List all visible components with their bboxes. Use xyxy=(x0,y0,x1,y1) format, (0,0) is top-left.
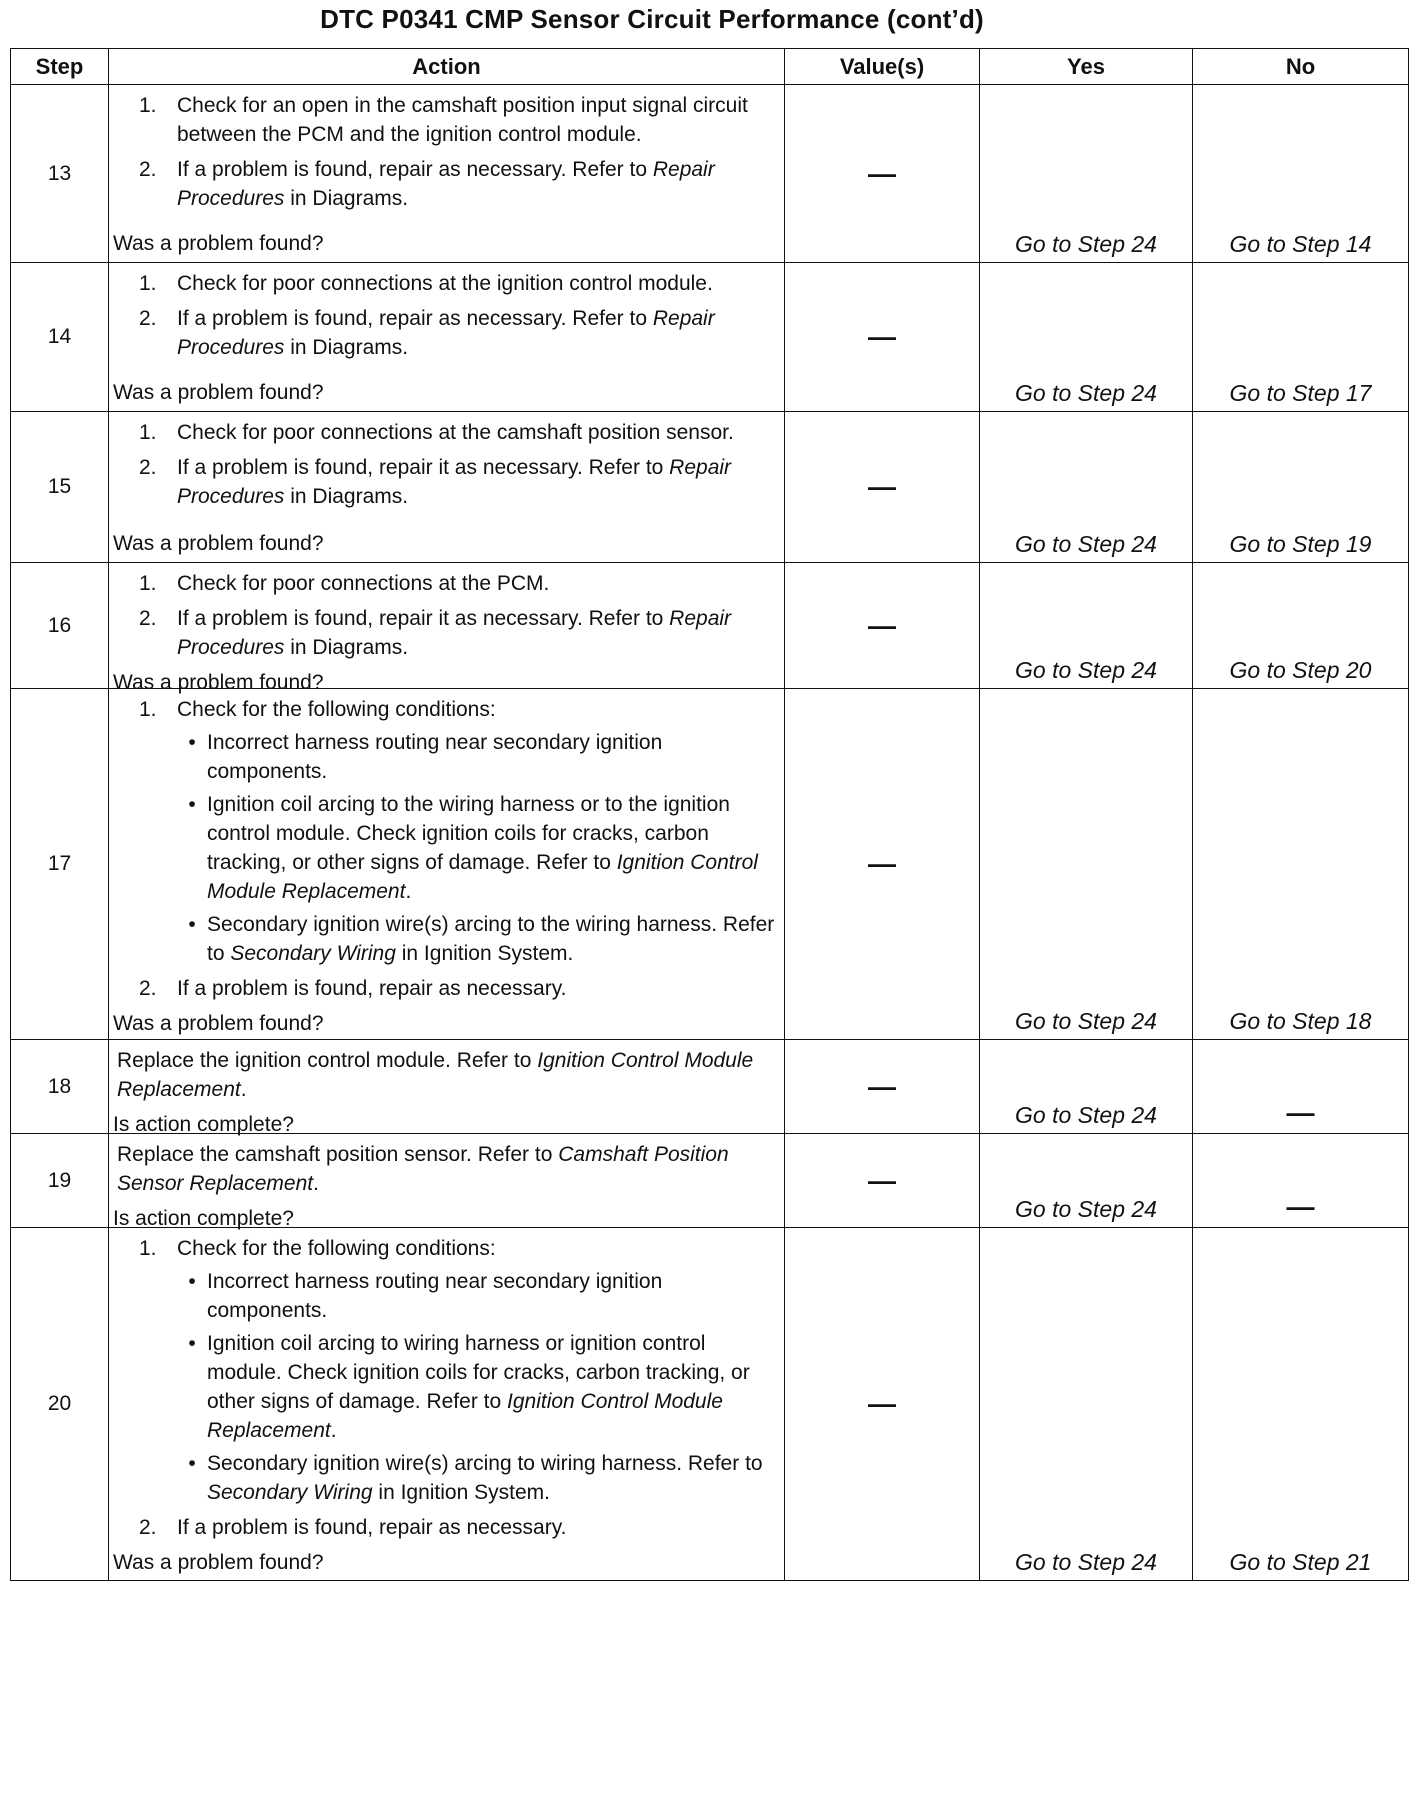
action-cell xyxy=(109,85,785,263)
table-row xyxy=(11,1228,1409,1581)
yes-cell: Go to Step 24 xyxy=(980,1134,1193,1228)
header-action: Action xyxy=(109,49,785,85)
yes-cell: Go to Step 24 xyxy=(980,263,1193,412)
text: If a problem is found, repair as necessary. xyxy=(177,1516,567,1539)
item-text xyxy=(177,155,778,213)
reference-link-text: Repair Procedures xyxy=(177,307,715,359)
value-cell: — xyxy=(785,689,980,1040)
table-row xyxy=(11,412,1409,563)
numbered-item xyxy=(109,1234,784,1263)
item-text xyxy=(177,1513,778,1542)
item-text xyxy=(177,1234,778,1263)
item-text xyxy=(177,418,778,447)
table-row xyxy=(11,563,1409,689)
item-number: 1. xyxy=(139,698,157,721)
item-number: 1. xyxy=(139,572,157,595)
item-text xyxy=(177,604,778,662)
numbered-item xyxy=(109,418,784,447)
item-number: 1. xyxy=(139,421,157,444)
action-content xyxy=(109,412,784,562)
action-cell xyxy=(109,563,785,694)
action-body xyxy=(109,1134,784,1198)
bullet-text xyxy=(207,1267,778,1325)
question: Was a problem found? xyxy=(113,532,324,555)
reference-link-text: Ignition Control Module Replacement xyxy=(207,851,758,903)
question: Was a problem found? xyxy=(113,1551,324,1574)
action-cell xyxy=(109,263,785,412)
text: If a problem is found, repair it as necessary. Refer to xyxy=(177,607,670,630)
reference-link-text: Secondary Wiring xyxy=(207,1481,373,1504)
value-cell: — xyxy=(785,85,980,263)
question: Was a problem found? xyxy=(113,671,324,694)
text: . xyxy=(405,880,412,903)
text: Secondary ignition wire(s) arcing to wiring harness. Refer to xyxy=(207,1452,763,1475)
bullet-item xyxy=(177,1449,778,1507)
item-number: 2. xyxy=(139,1516,157,1539)
text: If a problem is found, repair as necessary. Refer to xyxy=(177,307,653,330)
text: Incorrect harness routing near secondary ignition components. xyxy=(207,1270,663,1322)
table-row xyxy=(11,689,1409,1040)
action-text xyxy=(109,1134,784,1198)
yes-cell: Go to Step 24 xyxy=(980,1228,1193,1581)
header-no: No xyxy=(1193,49,1409,85)
step-number: 15 xyxy=(11,412,109,563)
item-text xyxy=(177,91,778,149)
item-number: 2. xyxy=(139,158,157,181)
step-number: 16 xyxy=(11,563,109,689)
item-number: 1. xyxy=(139,272,157,295)
value-cell: — xyxy=(785,1228,980,1581)
action-body xyxy=(109,563,784,662)
bullet-glyph: • xyxy=(188,793,196,816)
text: If a problem is found, repair as necessary. Refer to xyxy=(177,158,653,181)
table-header-row xyxy=(11,49,1409,85)
text: Check for the following conditions: xyxy=(177,1237,496,1260)
text: in Diagrams. xyxy=(284,187,409,210)
no-cell: Go to Step 17 xyxy=(1193,263,1409,412)
numbered-item xyxy=(109,453,784,511)
bullet-text xyxy=(207,790,778,906)
reference-link-text: Repair Procedures xyxy=(177,607,732,659)
no-cell: — xyxy=(1193,1040,1409,1134)
text: Secondary ignition wire(s) arcing to the wiring harness. Refer to xyxy=(207,913,775,965)
reference-link-text: Repair Procedures xyxy=(177,456,732,508)
item-text xyxy=(177,974,778,1003)
question: Is action complete? xyxy=(113,1207,294,1230)
bullet-text xyxy=(207,1449,778,1507)
table-row xyxy=(11,1134,1409,1228)
text: Replace the ignition control module. Refer to xyxy=(117,1049,538,1072)
text: in Diagrams. xyxy=(284,485,409,508)
text: Ignition coil arcing to wiring harness or ignition control module. Check ignition coils for cracks, carbon tracking, or other signs of damage. Refer to xyxy=(207,1332,750,1413)
action-cell xyxy=(109,412,785,563)
bullet-item xyxy=(177,1267,778,1325)
question: Was a problem found? xyxy=(113,232,324,255)
item-number: 1. xyxy=(139,1237,157,1260)
text: Check for poor connections at the PCM. xyxy=(177,572,550,595)
text: Check for the following conditions: xyxy=(177,698,496,721)
value-cell: — xyxy=(785,263,980,412)
yes-cell: Go to Step 24 xyxy=(980,689,1193,1040)
numbered-item xyxy=(109,304,784,362)
yes-cell: Go to Step 24 xyxy=(980,563,1193,689)
reference-link-text: Ignition Control Module Replacement xyxy=(207,1390,723,1442)
action-body xyxy=(109,1228,784,1542)
page-title: DTC P0341 CMP Sensor Circuit Performance (cont’d) xyxy=(320,4,984,34)
text: in Diagrams. xyxy=(284,636,409,659)
bullet-text xyxy=(207,910,778,968)
yes-cell: Go to Step 24 xyxy=(980,412,1193,563)
action-body xyxy=(109,689,784,1003)
action-content xyxy=(109,1228,784,1580)
text: If a problem is found, repair it as necessary. Refer to xyxy=(177,456,670,479)
step-number: 14 xyxy=(11,263,109,412)
text: . xyxy=(313,1172,319,1195)
no-cell: — xyxy=(1193,1134,1409,1228)
question: Is action complete? xyxy=(113,1113,294,1136)
table-row xyxy=(11,1040,1409,1134)
bullet-glyph: • xyxy=(188,1270,196,1293)
no-cell: Go to Step 19 xyxy=(1193,412,1409,563)
reference-link-text: Secondary Wiring xyxy=(230,942,396,965)
bullet-item xyxy=(177,790,778,906)
action-content xyxy=(109,689,784,1039)
bullet-list xyxy=(109,1267,784,1507)
action-content xyxy=(109,1040,784,1136)
value-cell: — xyxy=(785,412,980,563)
text: Ignition coil arcing to the wiring harness or to the ignition control module. Check ignition coils for cracks, carbon tracking, or other signs of damage. Refer to xyxy=(207,793,730,874)
no-cell: Go to Step 20 xyxy=(1193,563,1409,689)
bullet-item xyxy=(177,910,778,968)
header-values: Value(s) xyxy=(785,49,980,85)
action-text xyxy=(109,1040,784,1104)
reference-link-text: Camshaft Position Sensor Replacement xyxy=(117,1143,729,1195)
numbered-item xyxy=(109,269,784,298)
text: in Ignition System. xyxy=(372,1481,550,1504)
text: Replace the camshaft position sensor. Refer to xyxy=(117,1143,559,1166)
header-yes: Yes xyxy=(980,49,1193,85)
item-number: 2. xyxy=(139,607,157,630)
text: Check for an open in the camshaft position input signal circuit between the PCM and the ignition control module. xyxy=(177,94,748,146)
bullet-text xyxy=(207,1329,778,1445)
header-step: Step xyxy=(11,49,109,85)
step-number: 19 xyxy=(11,1134,109,1228)
action-cell xyxy=(109,689,785,1040)
bullet-item xyxy=(177,1329,778,1445)
yes-cell: Go to Step 24 xyxy=(980,85,1193,263)
question: Was a problem found? xyxy=(113,381,324,404)
bullet-glyph: • xyxy=(188,913,196,936)
question: Was a problem found? xyxy=(113,1012,324,1035)
no-cell: Go to Step 14 xyxy=(1193,85,1409,263)
numbered-item xyxy=(109,604,784,662)
value-cell: — xyxy=(785,563,980,689)
step-number: 18 xyxy=(11,1040,109,1134)
action-body xyxy=(109,1040,784,1104)
step-number: 13 xyxy=(11,85,109,263)
bullet-glyph: • xyxy=(188,731,196,754)
action-body xyxy=(109,412,784,511)
action-content xyxy=(109,85,784,262)
numbered-item xyxy=(109,1513,784,1542)
text: in Diagrams. xyxy=(284,336,409,359)
bullet-glyph: • xyxy=(188,1452,196,1475)
item-text xyxy=(177,569,778,598)
item-text xyxy=(177,453,778,511)
item-number: 2. xyxy=(139,307,157,330)
text: If a problem is found, repair as necessary. xyxy=(177,977,567,1000)
text: Incorrect harness routing near secondary ignition components. xyxy=(207,731,663,783)
text: Check for poor connections at the ignition control module. xyxy=(177,272,713,295)
bullet-text xyxy=(207,728,778,786)
numbered-item xyxy=(109,974,784,1003)
reference-link-text: Ignition Control Module Replacement xyxy=(117,1049,754,1101)
action-content xyxy=(109,263,784,411)
table-row xyxy=(11,263,1409,412)
action-body xyxy=(109,263,784,362)
action-content xyxy=(109,1134,784,1230)
diagnostic-table xyxy=(10,48,1409,1581)
text: in Ignition System. xyxy=(395,942,574,965)
reference-link-text: Repair Procedures xyxy=(177,158,715,210)
table-row xyxy=(11,85,1409,263)
text: Check for poor connections at the camshaft position sensor. xyxy=(177,421,734,444)
action-cell xyxy=(109,1134,785,1228)
action-body xyxy=(109,85,784,213)
item-text xyxy=(177,304,778,362)
step-number: 20 xyxy=(11,1228,109,1581)
bullet-glyph: • xyxy=(188,1332,196,1355)
item-number: 2. xyxy=(139,977,157,1000)
item-number: 2. xyxy=(139,456,157,479)
bullet-item xyxy=(177,728,778,786)
item-number: 1. xyxy=(139,94,157,117)
action-cell xyxy=(109,1040,785,1134)
value-cell: — xyxy=(785,1040,980,1134)
action-content xyxy=(109,563,784,694)
no-cell: Go to Step 21 xyxy=(1193,1228,1409,1581)
numbered-item xyxy=(109,695,784,724)
numbered-item xyxy=(109,155,784,213)
bullet-list xyxy=(109,728,784,968)
text: . xyxy=(330,1419,337,1442)
step-number: 17 xyxy=(11,689,109,1040)
item-text xyxy=(177,269,778,298)
action-cell xyxy=(109,1228,785,1581)
numbered-item xyxy=(109,569,784,598)
numbered-item xyxy=(109,91,784,149)
yes-cell: Go to Step 24 xyxy=(980,1040,1193,1134)
value-cell: — xyxy=(785,1134,980,1228)
item-text xyxy=(177,695,778,724)
text: . xyxy=(240,1078,247,1101)
no-cell: Go to Step 18 xyxy=(1193,689,1409,1040)
